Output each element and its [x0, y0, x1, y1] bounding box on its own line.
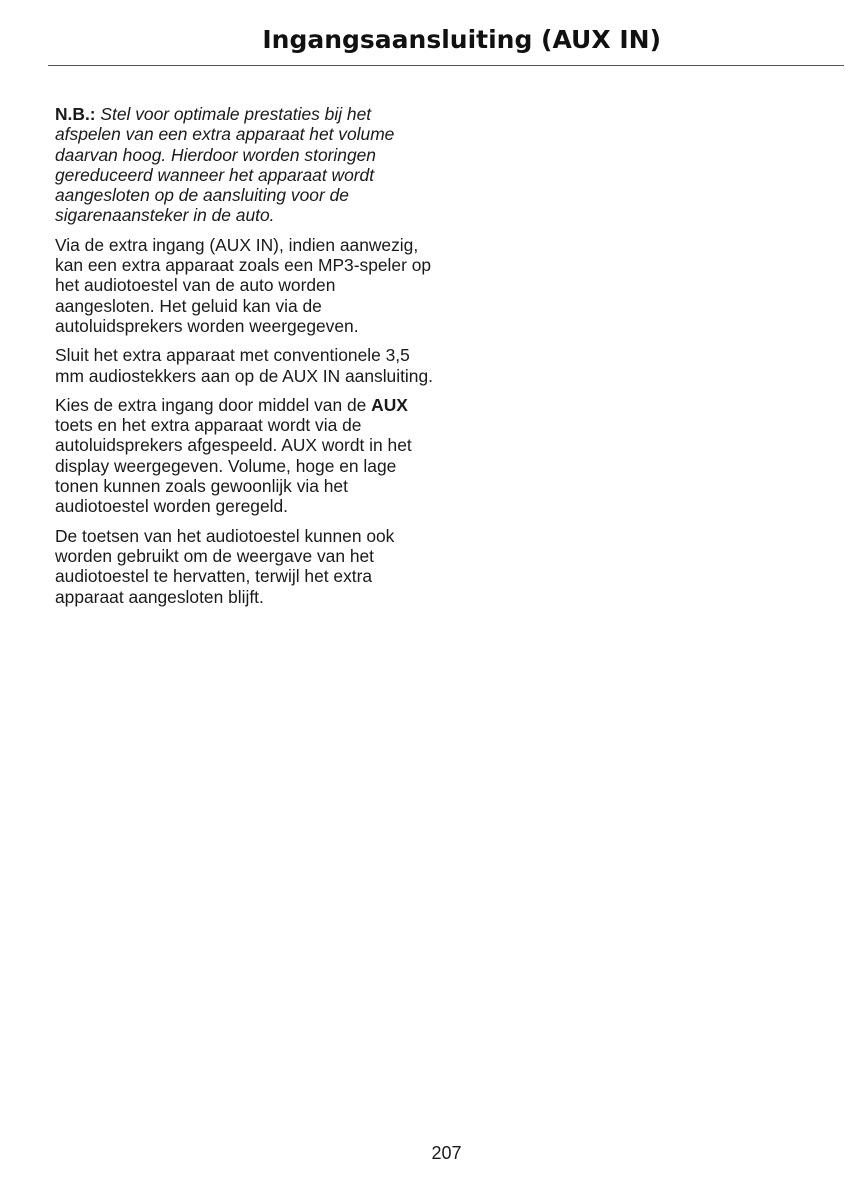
note-text: Stel voor optimale prestaties bij het afspelen van een extra apparaat het volume daarvan hoog. Hierdoor worden storingen gereduceerd wanneer het apparaat wordt aangesloten op de aansluiting voor de sigarenaansteker in de auto.	[55, 104, 395, 226]
connection-paragraph: Sluit het extra apparaat met conventionele 3,5 mm audiostekkers aan op de AUX IN aansluiting.	[55, 345, 433, 386]
select-aux-text-before: Kies de extra ingang door middel van de	[55, 394, 372, 415]
aux-input-intro-paragraph: Via de extra ingang (AUX IN), indien aanwezig, kan een extra apparaat zoals een MP3-speler op het audiotoestel van de auto worden aangesloten. Het geluid kan via de autoluidsprekers worden weergegeven.	[55, 234, 432, 336]
main-content	[55, 104, 438, 616]
header-divider	[48, 65, 844, 66]
closing-paragraph: De toetsen van het audiotoestel kunnen ook worden gebruikt om de weergave van het audiotoestel te hervatten, terwijl het extra apparaat aangesloten blijft.	[55, 525, 395, 607]
page-title: Ingangsaansluiting (AUX IN)	[262, 25, 661, 54]
page-number: 207	[431, 1143, 462, 1163]
aux-key-label: AUX	[371, 394, 408, 415]
select-aux-paragraph	[55, 395, 438, 517]
select-aux-text-after: toets en het extra apparaat wordt via de autoluidsprekers afgespeeld. AUX wordt in het display weergegeven. Volume, hoge en lage tonen kunnen zoals gewoonlijk via het audiotoestel worden geregeld.	[55, 415, 412, 517]
note-label: N.B.:	[55, 104, 96, 124]
note-paragraph	[55, 104, 438, 226]
